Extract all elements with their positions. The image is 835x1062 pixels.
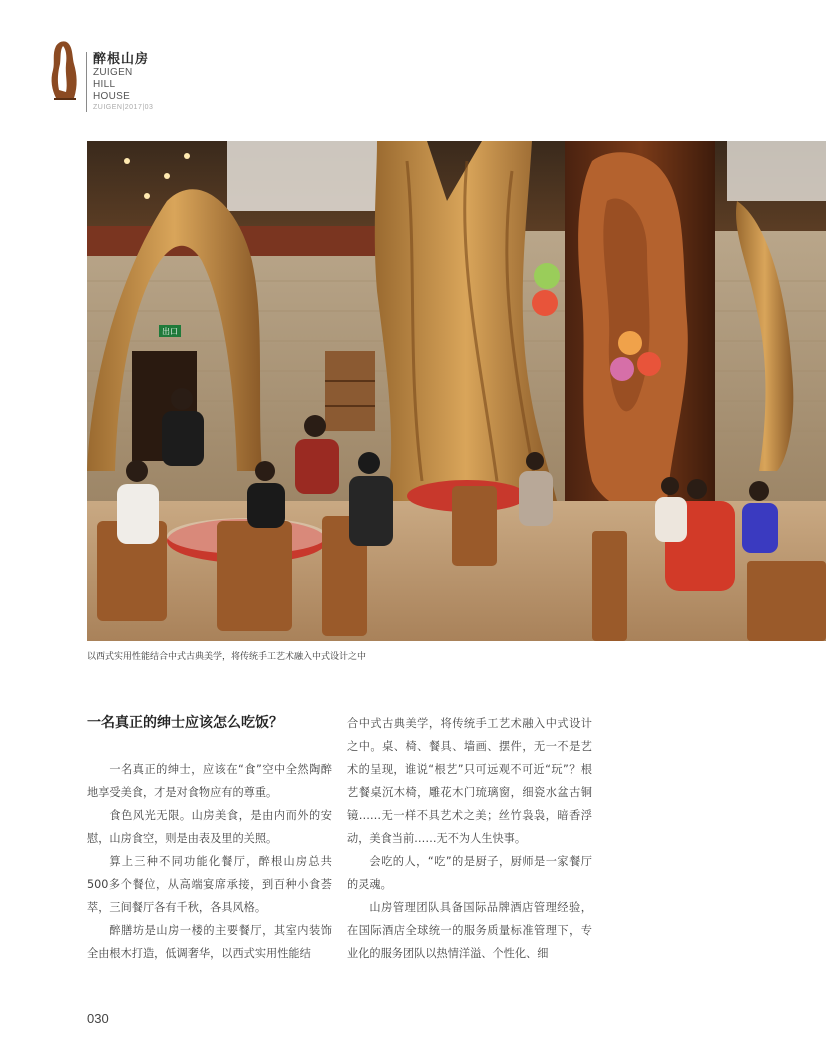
article-paragraph-continued: 合中式古典美学，将传统手工艺术融入中式设计之中。桌、椅、餐具、墙画、摆件，无一不是艺术的呈现，谁说“根艺”只可远观不可近“玩”？根艺餐桌沉木椅，雕花木门琉璃窗，细瓷水盆古铜镜……无一样不具艺术之美；丝竹袅袅，暗香浮动，美食当前……无不为人生快事。 xyxy=(347,717,592,845)
article-column-left xyxy=(87,712,332,965)
photo-caption: 以西式实用性能结合中式古典美学，将传统手工艺术融入中式设计之中 xyxy=(87,652,367,662)
article-paragraph: 一名真正的绅士，应该在“食”空中全然陶醉地享受美食，才是对食物应有的尊重。 xyxy=(87,763,332,799)
issue-code: ZUIGEN|2017|03 xyxy=(93,104,154,111)
article-paragraph: 食色风光无限。山房美食，是由内而外的安慰，山房食空，则是由表及里的关照。 xyxy=(87,809,332,845)
article-paragraph: 山房管理团队具备国际品牌酒店管理经验，在国际酒店全球统一的服务质量标准管理下，专业化的服务团队以热情洋溢、个性化、细 xyxy=(347,901,592,960)
restaurant-photo xyxy=(87,141,826,641)
page-number: 030 xyxy=(87,1011,109,1026)
brand-name-en: ZUIGEN HILL HOUSE xyxy=(93,67,133,102)
root-sculpture-logo-icon xyxy=(46,40,80,100)
article-paragraph: 算上三种不同功能化餐厅，醉根山房总共500多个餐位，从高端宴席承接，到百种小食荟萃，三间餐厅各有千秋，各具风格。 xyxy=(87,855,332,914)
article-title: 一名真正的绅士应该怎么吃饭？ xyxy=(87,715,283,731)
brand-name-cn: 醉根山房 xyxy=(93,52,150,67)
article-paragraph: 醉膳坊是山房一楼的主要餐厅，其室内装饰全由根木打造，低调奢华，以西式实用性能结 xyxy=(87,924,332,960)
article-column-right xyxy=(347,712,592,965)
brand-block xyxy=(86,52,153,112)
article-paragraph: 会吃的人，“吃”的是厨子，厨师是一家餐厅的灵魂。 xyxy=(347,855,592,891)
exit-sign: 出口 xyxy=(162,327,178,336)
